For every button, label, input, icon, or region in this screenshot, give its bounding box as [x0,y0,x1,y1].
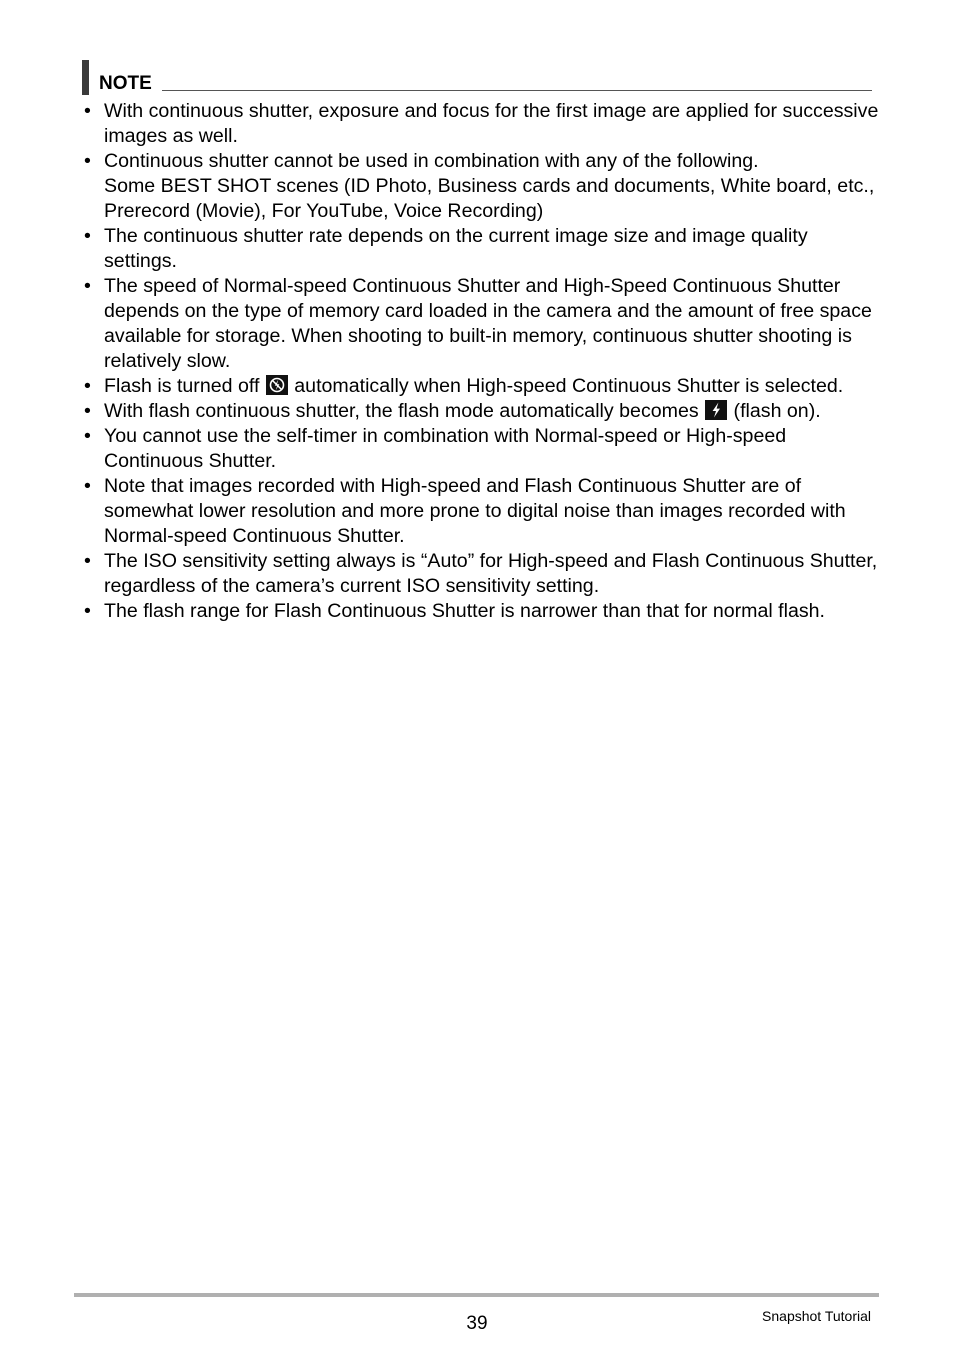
bullet: • [84,475,91,497]
bullet: • [84,600,91,622]
note-list [84,99,884,624]
note-item-text: Continuous shutter cannot be used in combination with any of the following. [104,150,759,172]
note-item-9 [84,549,884,599]
note-item-6 [84,399,884,424]
bullet: • [84,150,91,172]
bullet: • [84,275,91,297]
note-item-10 [84,599,884,624]
bullet: • [84,100,91,122]
page-number: 39 [466,1313,488,1334]
flash-off-icon [266,375,288,395]
note-item-8 [84,474,884,549]
note-item-text: The flash range for Flash Continuous Shutter is narrower than that for normal flash. [104,600,825,622]
note-item-1 [84,99,884,149]
note-item-7 [84,424,884,474]
note-header [82,60,872,96]
note-item-text: The speed of Normal-speed Continuous Shutter and High-Speed Continuous Shutter depends on the type of memory card loaded in the camera and the amount of free space available for storage. When shooting to built-in memory, continuous shutter shooting is relatively slow. [104,275,872,372]
bullet: • [84,425,91,447]
bullet: • [84,550,91,572]
note-item-text-continued: (flash on). [728,400,821,422]
note-item-text: With continuous shutter, exposure and focus for the first image are applied for successive images as well. [104,100,879,147]
section-name: Snapshot Tutorial [762,1308,871,1324]
note-item-4 [84,274,884,374]
note-item-text: Note that images recorded with High-speed and Flash Continuous Shutter are of somewhat lower resolution and more prone to digital noise than images recorded with Normal-speed Continuous Shutter. [104,475,846,547]
note-item-text: Flash is turned off [104,375,265,397]
note-item-text: You cannot use the self-timer in combination with Normal-speed or High-speed Continuous Shutter. [104,425,787,472]
note-item-text-continued: Some BEST SHOT scenes (ID Photo, Business cards and documents, White board, etc., Prerecord (Movie), For YouTube, Voice Recording) [104,175,875,222]
flash-on-icon [705,400,727,420]
bullet: • [84,375,91,397]
note-accent-bar [82,60,89,95]
note-item-text-continued: automatically when High-speed Continuous Shutter is selected. [288,375,844,397]
note-rule [162,90,872,91]
note-item-text: The continuous shutter rate depends on the current image size and image quality settings. [104,225,808,272]
note-item-2 [84,149,884,224]
note-item-5 [84,374,884,399]
bullet: • [84,400,91,422]
footer-rule [74,1293,879,1297]
note-item-text: With flash continuous shutter, the flash mode automatically becomes [104,400,705,422]
note-label: NOTE [99,73,152,94]
note-item-text: The ISO sensitivity setting always is “Auto” for High-speed and Flash Continuous Shutter, regardless of the camera’s current ISO sensitivity setting. [104,550,878,597]
note-item-3 [84,224,884,274]
bullet: • [84,225,91,247]
